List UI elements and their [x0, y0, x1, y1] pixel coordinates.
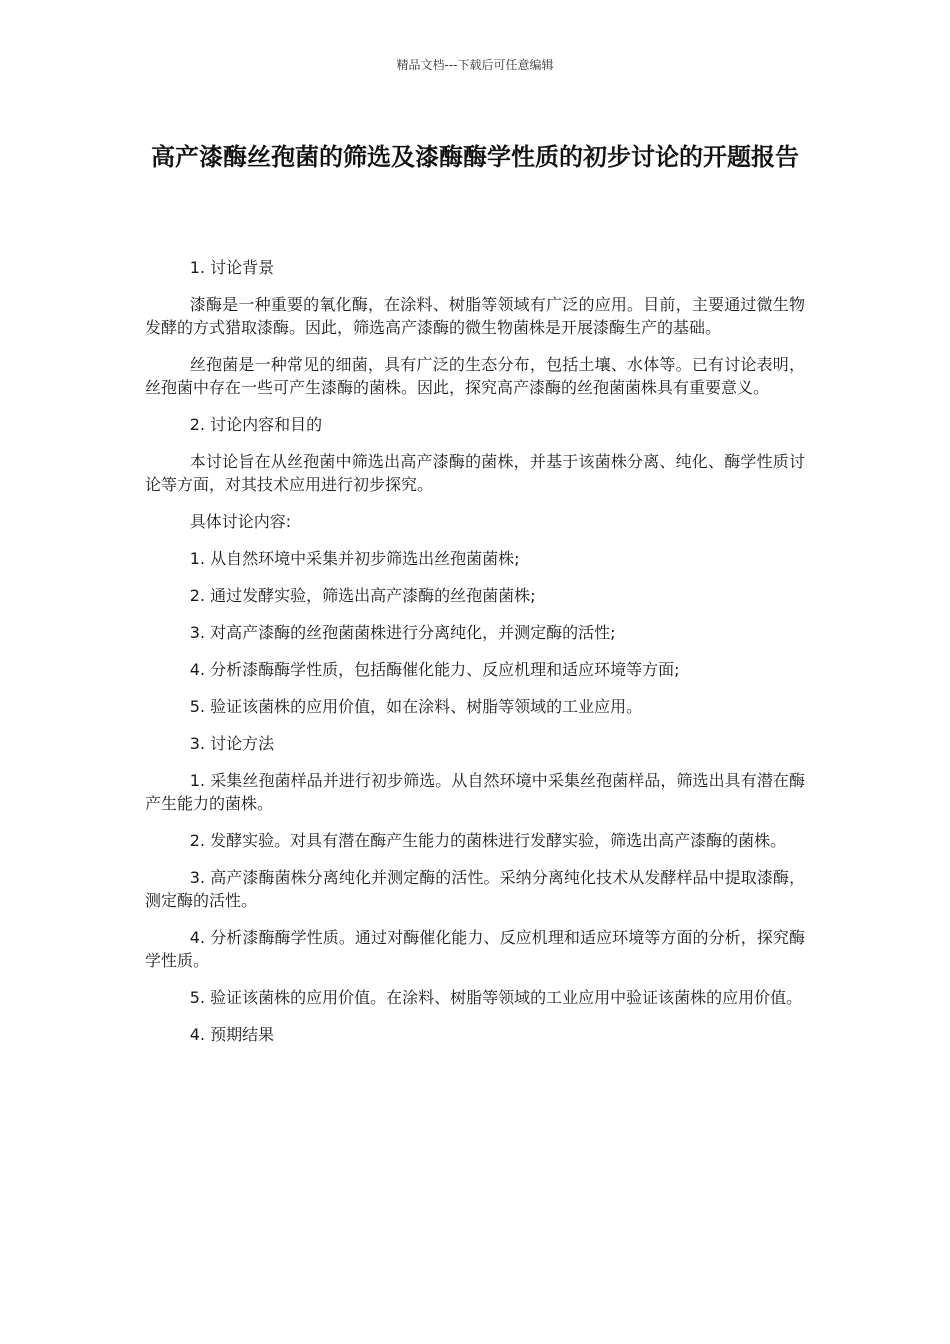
list-item-content-1: 1. 从自然环境中采集并初步筛选出丝孢菌菌株;: [189, 549, 520, 568]
section-heading-methods: 3. 讨论方法: [189, 734, 275, 753]
list-item-method-3: 3. 高产漆酶菌株分离纯化并测定酶的活性。采纳分离纯化技术从发酵样品中提取漆酶，测定酶的活性。: [145, 868, 805, 910]
section-heading-background: 1. 讨论背景: [189, 258, 275, 277]
header-note: 精品文档---下载后可任意编辑: [396, 58, 554, 72]
section-heading-expected-results: 4. 预期结果: [189, 1025, 275, 1044]
list-item-content-5: 5. 验证该菌株的应用价值，如在涂料、树脂等领域的工业应用。: [189, 697, 643, 716]
list-item-content-3: 3. 对高产漆酶的丝孢菌菌株进行分离纯化，并测定酶的活性;: [189, 623, 616, 642]
paragraph-laccase-intro: 漆酶是一种重要的氧化酶，在涂料、树脂等领域有广泛的应用。目前，主要通过微生物发酵的方式猎取漆酶。因此，筛选高产漆酶的微生物菌株是开展漆酶生产的基础。: [145, 295, 805, 337]
paragraph-hyphomycetes-intro: 丝孢菌是一种常见的细菌，具有广泛的生态分布，包括土壤、水体等。已有讨论表明，丝孢菌中存在一些可产生漆酶的菌株。因此，探究高产漆酶的丝孢菌菌株具有重要意义。: [145, 355, 805, 397]
list-item-method-5: 5. 验证该菌株的应用价值。在涂料、树脂等领域的工业应用中验证该菌株的应用价值。: [189, 988, 803, 1007]
list-item-method-2: 2. 发酵实验。对具有潜在酶产生能力的菌株进行发酵实验，筛选出高产漆酶的菌株。: [189, 831, 787, 850]
paragraph-purpose: 本讨论旨在从丝孢菌中筛选出高产漆酶的菌株，并基于该菌株分离、纯化、酶学性质讨论等方面，对其技术应用进行初步探究。: [145, 452, 805, 494]
list-item-content-2: 2. 通过发酵实验，筛选出高产漆酶的丝孢菌菌株;: [189, 586, 536, 605]
document-title: 高产漆酶丝孢菌的筛选及漆酶酶学性质的初步讨论的开题报告: [151, 143, 799, 171]
paragraph-specific-content-label: 具体讨论内容:: [189, 512, 292, 531]
list-item-method-4: 4. 分析漆酶酶学性质。通过对酶催化能力、反应机理和适应环境等方面的分析，探究酶学性质。: [145, 928, 805, 970]
list-item-method-1: 1. 采集丝孢菌样品并进行初步筛选。从自然环境中采集丝孢菌样品，筛选出具有潜在酶产生能力的菌株。: [145, 771, 805, 813]
list-item-content-4: 4. 分析漆酶酶学性质，包括酶催化能力、反应机理和适应环境等方面;: [189, 660, 680, 679]
section-heading-content-purpose: 2. 讨论内容和目的: [189, 415, 323, 434]
document-body: [145, 256, 805, 1060]
